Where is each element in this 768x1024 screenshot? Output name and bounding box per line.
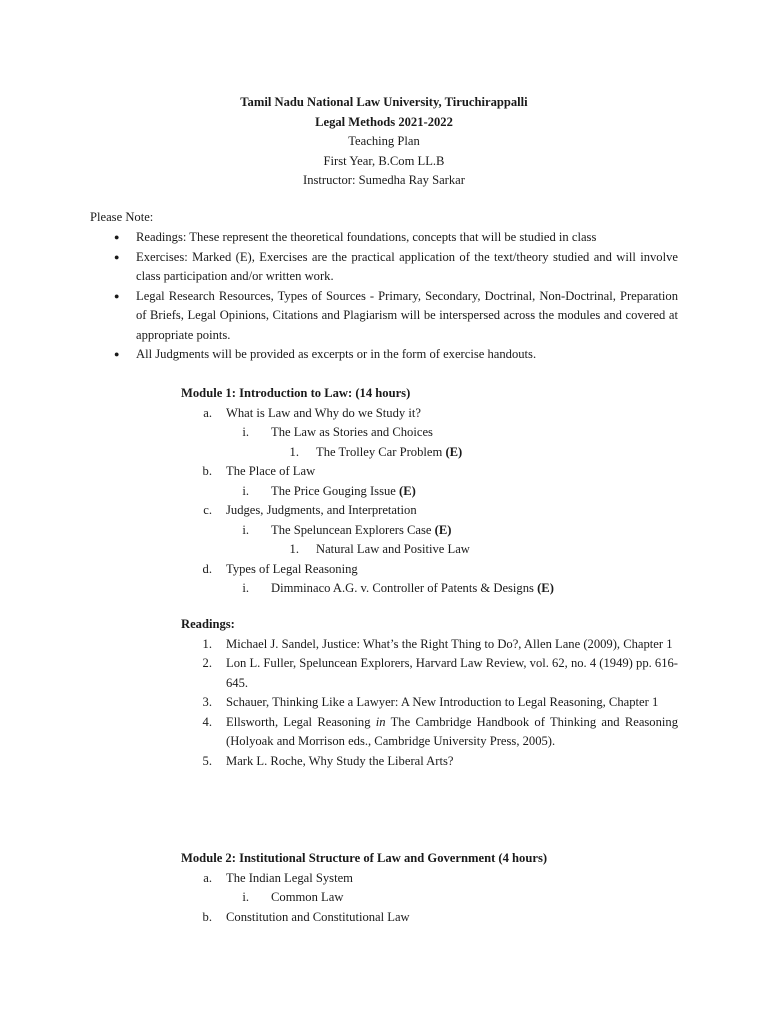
- reading-text-before: Ellsworth, Legal Reasoning: [226, 714, 376, 729]
- outline-text: Natural Law and Positive Law: [316, 542, 470, 556]
- reading-text-italic: in: [375, 714, 386, 729]
- outline-text: What is Law and Why do we Study it?: [226, 405, 421, 420]
- instructor-label: Instructor: Sumedha Ray Sarkar: [303, 173, 465, 187]
- document-header: [0, 93, 768, 191]
- reading-item: [181, 635, 678, 655]
- year-label: First Year, B.Com LL.B: [323, 153, 445, 168]
- module-1-title: Module 1: Introduction to Law: (14 hours): [181, 386, 411, 400]
- reading-number: 3.: [202, 695, 212, 709]
- reading-number: 1.: [202, 636, 212, 651]
- outline-text-wrap: [271, 579, 554, 599]
- outline-marker: a.: [203, 405, 212, 420]
- outline-text: The Speluncean Explorers Case: [271, 522, 432, 537]
- reading-item: [181, 752, 678, 772]
- outline-item: [181, 443, 678, 463]
- outline-item: [181, 908, 678, 928]
- module-2: [181, 849, 678, 927]
- outline-marker: d.: [202, 561, 212, 576]
- outline-marker: b.: [202, 464, 212, 478]
- note-bullet: ● Readings: These represent the theoretical foundations, concepts that will be studied in class: [90, 228, 678, 248]
- outline-text: The Place of Law: [226, 464, 316, 478]
- outline-marker: 1.: [289, 542, 299, 556]
- readings-title: Readings:: [181, 617, 235, 631]
- outline-text: Constitution and Constitutional Law: [226, 909, 410, 924]
- outline-marker: i.: [242, 890, 249, 904]
- outline-item: [181, 560, 678, 580]
- outline-marker: i.: [242, 581, 249, 595]
- university-name: Tamil Nadu National Law University, Tiruchirappalli: [240, 95, 528, 109]
- outline-marker: i.: [242, 483, 249, 498]
- readings-section: [181, 615, 678, 771]
- outline-text: Types of Legal Reasoning: [226, 561, 358, 576]
- please-note-label: Please Note:: [90, 210, 154, 224]
- module-1: [181, 384, 678, 599]
- module-2-title: Module 2: Institutional Structure of Law and Government (4 hours): [181, 851, 548, 865]
- outline-text: Judges, Judgments, and Interpretation: [226, 503, 417, 517]
- reading-text: Schauer, Thinking Like a Lawyer: A New Introduction to Legal Reasoning, Chapter 1: [226, 695, 659, 709]
- note-bullet: ● Legal Research Resources, Types of Sources - Primary, Secondary, Doctrinal, Non-Doctrinal, Preparation of Briefs, Legal Opinions, Citations and Plagiarism will be interspersed across the modules and covered at appropriate points.: [90, 287, 678, 346]
- outline-item: [181, 579, 678, 599]
- outline-item: [181, 521, 678, 541]
- outline-text: The Trolley Car Problem: [316, 444, 443, 459]
- outline-item: [181, 888, 678, 908]
- outline-text: The Price Gouging Issue: [271, 483, 396, 498]
- note-bullet: ● All Judgments will be provided as excerpts or in the form of exercise handouts.: [90, 345, 678, 365]
- plan-label: Teaching Plan: [348, 134, 420, 148]
- outline-item: [181, 869, 678, 889]
- outline-marker: c.: [203, 503, 212, 517]
- exercise-tag: (E): [445, 444, 463, 459]
- outline-item: [181, 501, 678, 521]
- reading-text: Mark L. Roche, Why Study the Liberal Arts?: [226, 753, 454, 768]
- course-title: Legal Methods 2021-2022: [315, 114, 453, 129]
- note-bullet-list: [90, 228, 678, 365]
- reading-number: 4.: [202, 714, 212, 729]
- outline-marker: a.: [203, 870, 212, 885]
- outline-text-wrap: [271, 521, 451, 541]
- outline-marker: i.: [242, 522, 249, 537]
- note-bullet: ● Exercises: Marked (E), Exercises are the practical application of the text/theory studied and will involve class participation and/or written work.: [90, 248, 678, 287]
- outline-marker: i.: [242, 425, 249, 439]
- reading-text-after: The Cambridge Handbook of Thinking and Reasoning (Holyoak and Morrison eds., Cambridge University Press, 2005).: [226, 714, 678, 748]
- outline-item: [181, 404, 678, 424]
- outline-text-wrap: [316, 443, 462, 463]
- readings-list: [181, 635, 678, 772]
- outline-text-wrap: [271, 482, 416, 502]
- reading-text: Michael J. Sandel, Justice: What’s the Right Thing to Do?, Allen Lane (2009), Chapter 1: [226, 636, 673, 651]
- outline-marker: 1.: [289, 444, 299, 459]
- outline-item: [181, 462, 678, 482]
- reading-number: 5.: [202, 753, 212, 768]
- exercise-tag: (E): [434, 522, 452, 537]
- outline-text: Common Law: [271, 890, 344, 904]
- outline-item: [181, 482, 678, 502]
- outline-item: [181, 540, 678, 560]
- exercise-tag: (E): [399, 483, 416, 498]
- reading-item: [181, 713, 678, 752]
- reading-item: [181, 693, 678, 713]
- reading-text: Lon L. Fuller, Speluncean Explorers, Harvard Law Review, vol. 62, no. 4 (1949) pp. 616-645.: [226, 656, 678, 690]
- reading-item: [181, 654, 678, 693]
- outline-text: Dimminaco A.G. v. Controller of Patents & Designs: [271, 581, 534, 595]
- exercise-tag: (E): [537, 581, 554, 595]
- outline-item: [181, 423, 678, 443]
- reading-number: 2.: [202, 656, 212, 670]
- outline-marker: b.: [202, 909, 212, 924]
- outline-text: The Law as Stories and Choices: [271, 425, 433, 439]
- outline-text: The Indian Legal System: [226, 870, 353, 885]
